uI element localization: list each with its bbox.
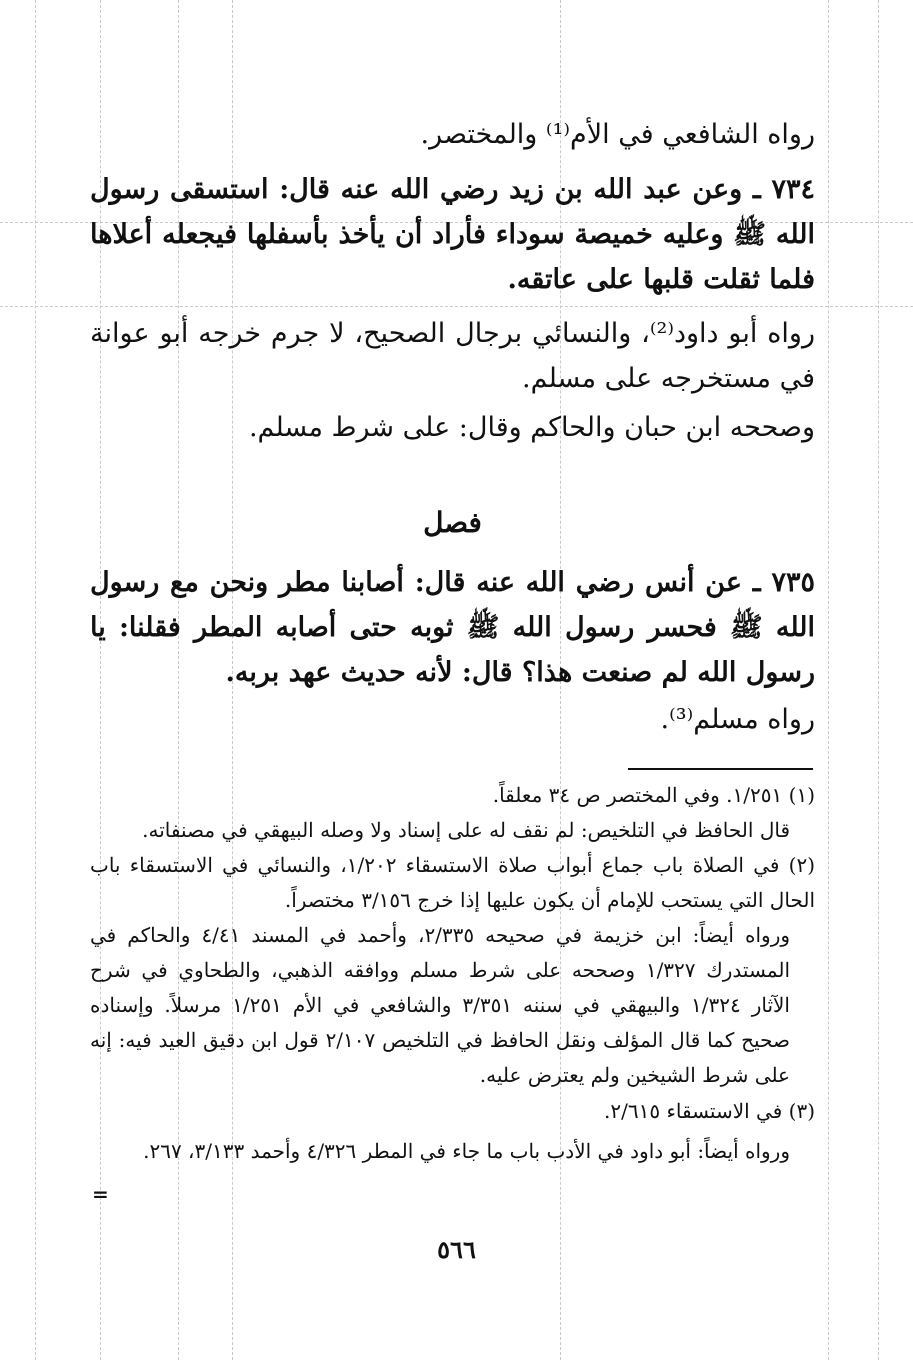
guide-line [0,306,913,307]
footnote-1: (١) ١/٢٥١. وفي المختصر ص ٣٤ معلقاً. [492,783,815,807]
footnote-3: (٣) في الاستسقاء ٢/٦١٥. [604,1099,815,1123]
footnote-3-more: ورواه أيضاً: أبو داود في الأدب باب ما جاء في المطر ٤/٣٢٦ وأحمد ٣/١٣٣، ٢٦٧. [143,1139,790,1163]
hadith-735: ٧٣٥ ـ عن أنس رضي الله عنه قال: أصابنا مطر ونحن مع رسول الله ﷺ فحسر رسول الله ﷺ ثوبه حتى أصابه المطر فقلنا: يا رسول الله لم صنعت هذا؟ قال: لأنه حديث عهد بربه. [90,567,815,688]
paragraph-3: رواه أبو داود⁽²⁾، والنسائي برجال الصحيح، لا جرم خرجه أبو عوانة في مستخرجه على مسلم. [90,318,815,394]
footnote-2-more: ورواه أيضاً: ابن خزيمة في صحيحه ٢/٣٣٥، وأحمد في المسند ٤/٤١ والحاكم في المستدرك ١/٣٢٧ وصححه على شرط مسلم ووافقه الذهبي، والطحاوي في شرح الآثار ١/٣٢٤ والبيهقي في سننه ٣/٣٥١ والشافعي في الأم ١/٢٥١ مرسلاً. وإسناده صحيح كما قال المؤلف ونقل الحافظ في التلخيص ٢/١٠٧ قول ابن دقيق العيد فيه: إنه على شرط الشيخين ولم يعترض عليه. [90,923,791,1087]
guide-line [878,0,879,1360]
footnote-1-note: قال الحافظ في التلخيص: لم نقف له على إسناد ولا وصله البيهقي في مصنفاته. [142,818,790,842]
page-number: ٥٦٦ [437,1235,476,1264]
paragraph-4: وصححه ابن حبان والحاكم وقال: على شرط مسلم. [248,412,815,443]
section-heading: فصل [423,506,482,539]
guide-line [828,0,829,1360]
continuation-mark: = [92,1182,109,1206]
paragraph-1: رواه الشافعي في الأم⁽¹⁾ والمختصر. [420,119,815,150]
paragraph-6: رواه مسلم⁽³⁾. [660,704,815,735]
footnote-2: (٢) في الصلاة باب جماع أبواب صلاة الاستسقاء ١/٢٠٢، والنسائي في الاستسقاء باب الحال التي يستحب للإمام أن يكون عليها إذا خرج ٣/١٥٦ مختصراً. [90,853,815,912]
footnote-separator [628,768,813,770]
guide-line [35,0,36,1360]
hadith-734: ٧٣٤ ـ وعن عبد الله بن زيد رضي الله عنه قال: استسقى رسول الله ﷺ وعليه خميصة سوداء فأراد أن يأخذ بأسفلها فيجعله أعلاها فلما ثقلت قلبها على عاتقه. [90,174,815,295]
